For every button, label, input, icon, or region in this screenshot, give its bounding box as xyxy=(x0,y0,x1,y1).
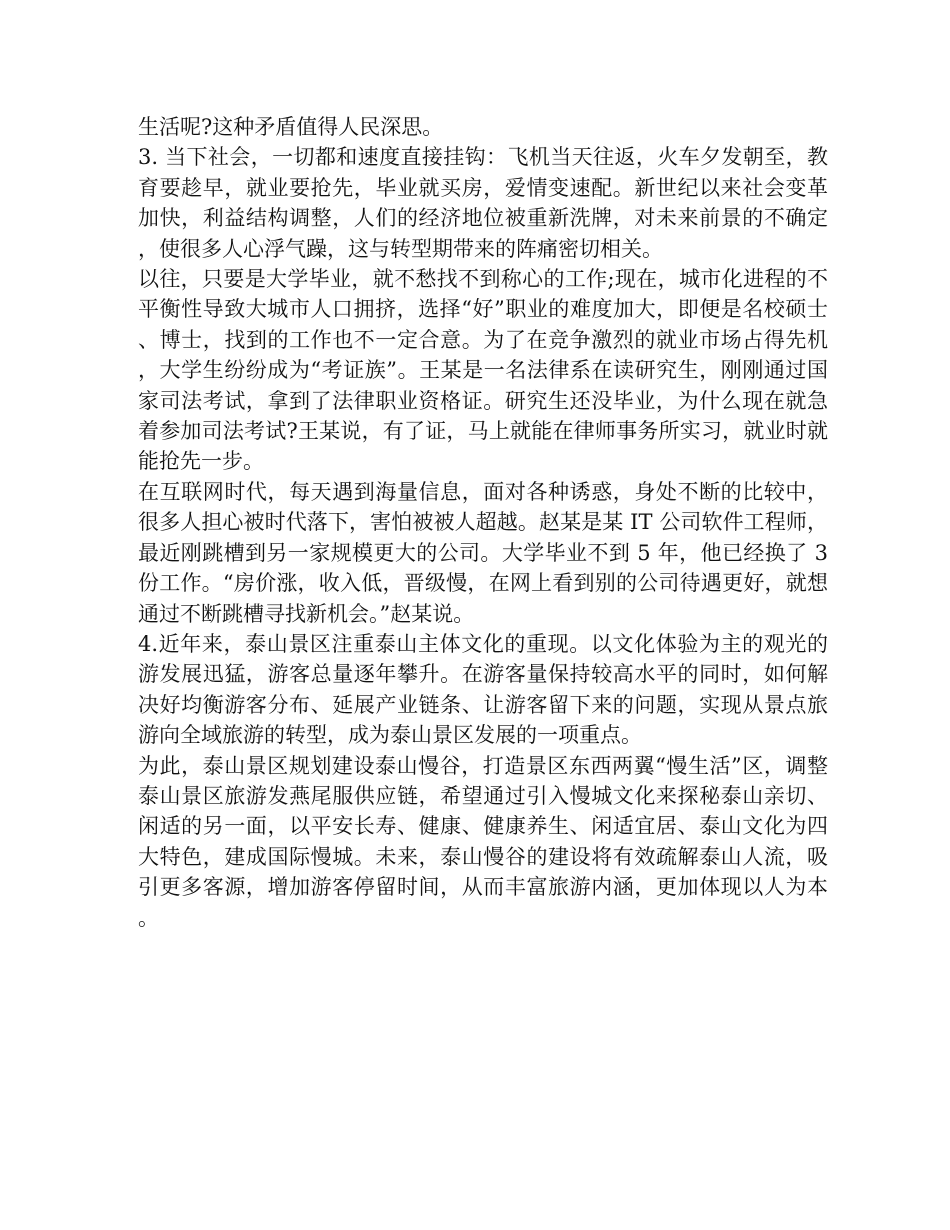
paragraph-intro-ending: 生活呢?这种矛盾值得人民深思。 xyxy=(138,115,444,139)
paragraph-graduate-jobs: 以往，只要是大学毕业，就不愁找不到称心的工作;现在，城市化进程的不平衡性导致大城市人口拥挤，选择“好”职业的难度加大，即便是名校硕士、博士，找到的工作也不一定合意。为了在竞争激烈的就业市场占得先机，大学生纷纷成为“考证族”。王某是一名法律系在读研究生，刚刚通过国家司法考试，拿到了法律职业资格证。研究生还没毕业，为什么现在就急着参加司法考试?王某说，有了证，马上就能在律师事务所实习，就业时就能抢先一步。 xyxy=(138,267,828,474)
paragraph-taishan-slow-valley: 为此，泰山景区规划建设泰山慢谷，打造景区东西两翼“慢生活”区，调整泰山景区旅游发燕尾服供应链，希望通过引入慢城文化来探秘泰山亲切、闲适的另一面，以平安长寿、健康、健康养生、闲适宜居、泰山文化为四大特色，建成国际慢城。未来，泰山慢谷的建设将有效疏解泰山人流，吸引更多客源，增加游客停留时间，从而丰富旅游内涵，更加体现以人为本。 xyxy=(138,753,828,930)
document-body xyxy=(138,112,828,933)
paragraph-internet-era: 在互联网时代，每天遇到海量信息，面对各种诱惑，身处不断的比较中，很多人担心被时代落下，害怕被被人超越。赵某是某 IT 公司软件工程师，最近刚跳槽到另一家规模更大的公司。大学毕业不到 5 年，他已经换了 3 份工作。“房价涨，收入低，晋级慢，在网上看到别的公司待遇更好，就想通过不断跳槽寻找新机会。”赵某说。 xyxy=(138,479,828,626)
paragraph-item-3: 3. 当下社会，一切都和速度直接挂钩：飞机当天往返，火车夕发朝至，教育要趁早，就业要抢先，毕业就买房，爱情变速配。新世纪以来社会变革加快，利益结构调整，人们的经济地位被重新洗牌，对未来前景的不确定，使很多人心浮气躁，这与转型期带来的阵痛密切相关。 xyxy=(138,145,828,261)
paragraph-item-4: 4.近年来，泰山景区注重泰山主体文化的重现。以文化体验为主的观光的游发展迅猛，游客总量逐年攀升。在游客量保持较高水平的同时，如何解决好均衡游客分布、延展产业链条、让游客留下来的问题，实现从景点旅游向全域旅游的转型，成为泰山景区发展的一项重点。 xyxy=(138,631,828,748)
